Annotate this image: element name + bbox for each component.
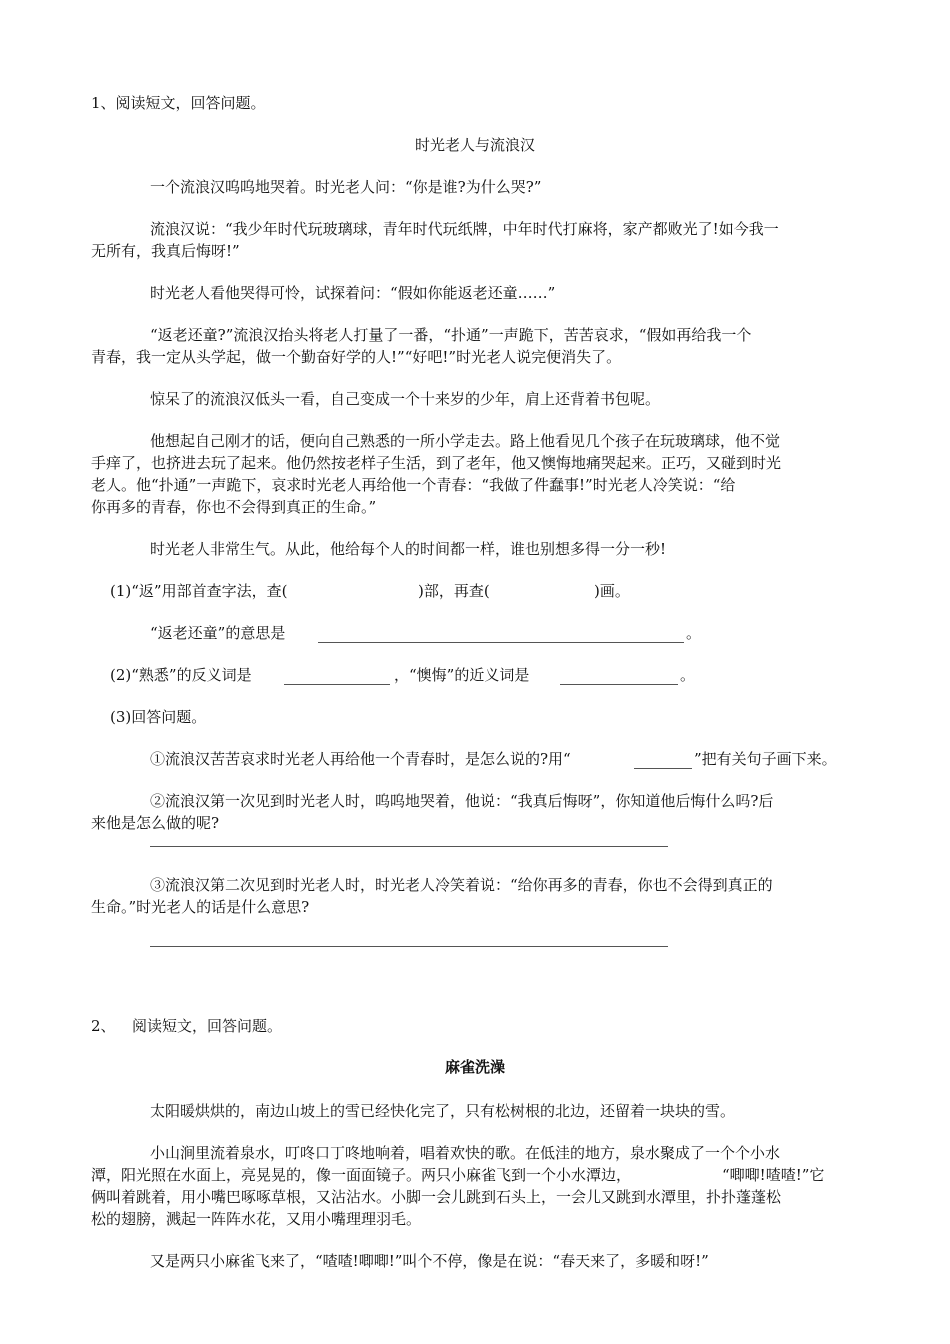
passage-1-paragraph-4-line-1: “返老还童?”流浪汉抬头将老人打量了一番，“扑通”一声跪下，苦苦哀求，“假如再给我一个 [150,326,752,344]
question-1-2-synonym-label: ，“懊悔”的近义词是 [394,666,530,684]
passage-1-paragraph-1: 一个流浪汉呜呜地哭着。时光老人问：“你是谁?为什么哭?” [150,178,542,196]
question-1-3-2-line-1: ②流浪汉第一次见到时光老人时，呜呜地哭着，他说：“我真后悔呀”，你知道他后悔什么吗?后 [150,792,774,810]
passage-1-paragraph-6-line-3: 老人。他“扑通”一声跪下，哀求时光老人再给他一个青春：“我做了件蠢事!”时光老人冷笑说：“给 [91,476,736,494]
passage-1-paragraph-2-line-2: 无所有，我真后悔呀!” [91,242,240,260]
passage-1-paragraph-3: 时光老人看他哭得可怜，试探着问：“假如你能返老还童……” [150,284,556,302]
question-1-2-antonym-label: (2)“熟悉”的反义词是 [110,666,252,684]
question-1-3-3-line-2: 生命。”时光老人的话是什么意思? [91,898,310,916]
passage-1-paragraph-6-line-4: 你再多的青春，你也不会得到真正的生命。” [91,498,377,516]
question-1-3-1-part-2: ”把有关句子画下来。 [694,750,837,768]
passage-1-paragraph-5: 惊呆了的流浪汉低头一看，自己变成一个十来岁的少年，肩上还背着书包呢。 [150,390,661,408]
question-1-1-meaning-label: “返老还童”的意思是 [150,624,286,642]
question-1-2-end: 。 [680,666,696,684]
passage-2-title: 麻雀洗澡 [444,1058,505,1076]
question-1-3-1-part-1: ①流浪汉苦苦哀求时光老人再给他一个青春时，是怎么说的?用“ [150,750,571,768]
answer-line-q3-2[interactable] [150,846,668,847]
question-2-number: 2、 [91,1017,116,1035]
passage-1-paragraph-6-line-1: 他想起自己刚才的话，便向自己熟悉的一所小学走去。路上他看见几个孩子在玩玻璃球，他不觉 [150,432,781,450]
question-1-3-heading: (3)回答问题。 [110,708,207,726]
answer-line-meaning[interactable] [318,642,684,643]
passage-1-paragraph-7: 时光老人非常生气。从此，他给每个人的时间都一样，谁也别想多得一分一秒! [150,540,667,558]
question-1-1-part-3: )画。 [594,582,630,600]
question-1-heading: 1、阅读短文，回答问题。 [91,94,266,112]
underline-symbol-blank [634,768,692,769]
answer-line-synonym[interactable] [560,684,678,685]
passage-2-paragraph-2-line-2b: “唧唧!喳喳!”它 [722,1166,825,1184]
question-1-3-3-line-1: ③流浪汉第二次见到时光老人时，时光老人冷笑着说：“给你再多的青春，你也不会得到真正的 [150,876,773,894]
question-1-3-2-line-2: 来他是怎么做的呢? [91,814,220,832]
passage-2-paragraph-3: 又是两只小麻雀飞来了，“喳喳!唧唧!”叫个不停，像是在说：“春天来了，多暖和呀!” [150,1252,709,1270]
answer-line-q3-3[interactable] [150,946,668,947]
question-2-heading: 阅读短文，回答问题。 [132,1017,283,1035]
passage-1-paragraph-4-line-2: 青春，我一定从头学起，做一个勤奋好学的人!”“好吧!”时光老人说完便消失了。 [91,348,622,366]
passage-1-title: 时光老人与流浪汉 [414,136,535,154]
question-1-1-part-1: (1)“返”用部首查字法，查( [110,582,288,600]
passage-2-paragraph-2-line-2a: 潭，阳光照在水面上，亮晃晃的，像一面面镜子。两只小麻雀飞到一个小水潭边， [91,1166,632,1184]
answer-line-antonym[interactable] [284,684,390,685]
passage-2-paragraph-2-line-4: 松的翅膀，溅起一阵阵水花，又用小嘴理理羽毛。 [91,1210,422,1228]
passage-1-paragraph-6-line-2: 手痒了，也挤进去玩了起来。他仍然按老样子生活，到了老年，他又懊悔地痛哭起来。正巧，又碰到时光 [91,454,782,472]
question-1-1-meaning-end: 。 [686,624,702,642]
question-1-1-part-2: )部，再查( [418,582,490,600]
passage-2-paragraph-1: 太阳暖烘烘的，南边山坡上的雪已经快化完了，只有松树根的北边，还留着一块块的雪。 [150,1102,736,1120]
passage-2-paragraph-2-line-3: 俩叫着跳着，用小嘴巴啄啄草根，又沾沾水。小脚一会儿跳到石头上，一会儿又跳到水潭里，扑扑蓬蓬松 [91,1188,782,1206]
passage-2-paragraph-2-line-1: 小山涧里流着泉水，叮咚口丁咚地响着，唱着欢快的歌。在低洼的地方，泉水聚成了一个个小水 [150,1144,781,1162]
passage-1-paragraph-2-line-1: 流浪汉说：“我少年时代玩玻璃球，青年时代玩纸牌，中年时代打麻将，家产都败光了!如今我一 [150,220,779,238]
